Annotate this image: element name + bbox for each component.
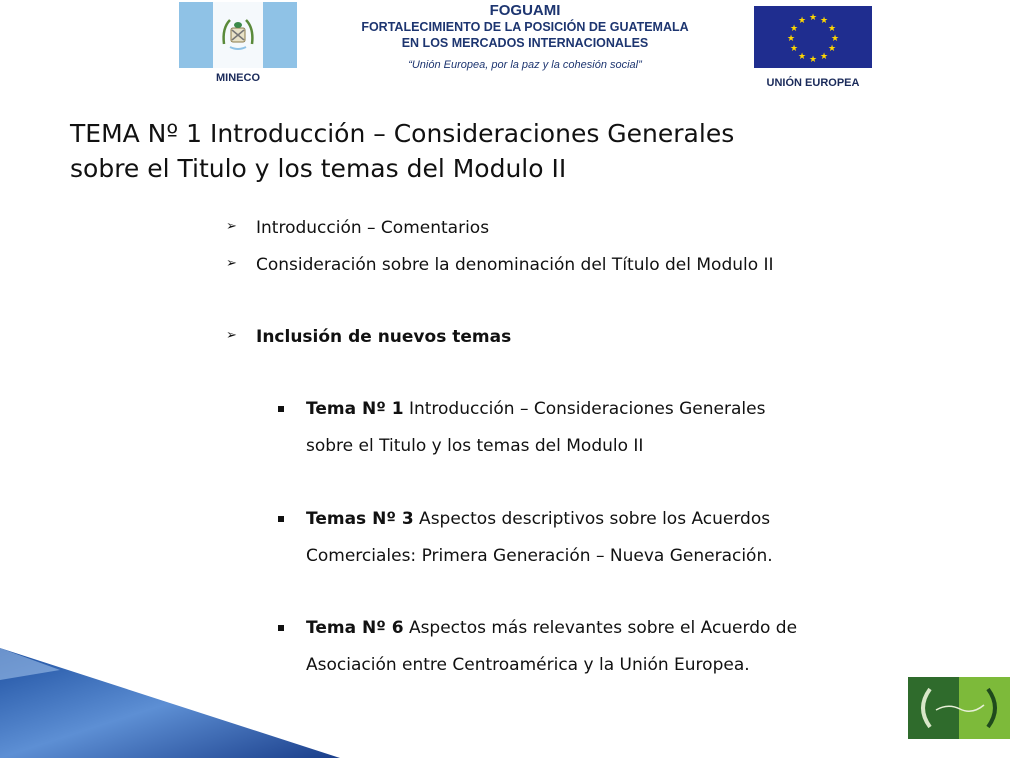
mineco-label: MINECO xyxy=(216,72,260,84)
square-bullet-icon xyxy=(278,625,284,631)
svg-text:★: ★ xyxy=(789,44,799,54)
mineco-logo xyxy=(179,2,297,86)
arrow-bullet-icon: ➢ xyxy=(226,256,237,271)
arrow-bullet-icon: ➢ xyxy=(226,328,237,343)
svg-text:★: ★ xyxy=(797,52,807,62)
sub-item-label: Tema Nº 6 xyxy=(306,618,404,638)
sub-item-label: Tema Nº 1 xyxy=(306,399,404,419)
svg-text:★: ★ xyxy=(827,24,837,34)
sub-item-line-2: sobre el Titulo y los temas del Modulo II xyxy=(306,436,644,456)
svg-text:★: ★ xyxy=(819,16,829,26)
svg-text:★: ★ xyxy=(827,44,837,54)
slide-title xyxy=(70,116,890,186)
svg-text:★: ★ xyxy=(797,16,807,26)
arrow-bullet-icon: ➢ xyxy=(226,219,237,234)
partner-logo xyxy=(908,677,1010,739)
program-line-2: EN LOS MERCADOS INTERNACIONALES xyxy=(401,36,649,50)
svg-text:★: ★ xyxy=(830,34,840,44)
svg-text:★: ★ xyxy=(808,13,818,23)
sub-item-line-2: Comerciales: Primera Generación – Nueva Generación. xyxy=(306,546,773,566)
decorative-swoosh xyxy=(0,640,340,758)
sub-item-text: Aspectos descriptivos sobre los Acuerdos xyxy=(413,509,771,529)
svg-text:★: ★ xyxy=(819,52,829,62)
sub-item-line-1 xyxy=(306,391,906,428)
svg-text:★: ★ xyxy=(786,34,796,44)
flag-stripe-right xyxy=(263,2,297,68)
slide-title-line-1: TEMA Nº 1 Introducción – Consideraciones Generales xyxy=(70,119,735,148)
svg-text:★: ★ xyxy=(789,24,799,34)
bullet-text: Consideración sobre la denominación del Título del Modulo II xyxy=(256,255,774,275)
flag-stripe-left xyxy=(179,2,213,68)
eu-stars-icon xyxy=(754,6,872,68)
svg-text:★: ★ xyxy=(808,55,818,65)
sub-item-line-2: Asociación entre Centroamérica y la Unión Europea. xyxy=(306,655,750,675)
eu-label: UNIÓN EUROPEA xyxy=(766,77,860,89)
sub-item-text: Aspectos más relevantes sobre el Acuerdo de xyxy=(403,618,798,638)
slide-title-line-2: sobre el Titulo y los temas del Modulo II xyxy=(70,154,567,183)
program-name: FOGUAMI xyxy=(489,2,561,19)
coat-of-arms-icon xyxy=(220,14,256,54)
eu-logo xyxy=(754,6,872,90)
square-bullet-icon xyxy=(278,406,284,412)
bullet-text: Introducción – Comentarios xyxy=(256,218,490,238)
eu-flag xyxy=(754,6,872,68)
sub-item-text: Introducción – Consideraciones Generales xyxy=(403,399,766,419)
sub-item-label: Temas Nº 3 xyxy=(306,509,414,529)
bullet-text: Inclusión de nuevos temas xyxy=(256,327,512,347)
square-bullet-icon xyxy=(278,516,284,522)
program-line-1: FORTALECIMIENTO DE LA POSICIÓN DE GUATEMALA xyxy=(361,20,689,34)
program-slogan: “Unión Europea, por la paz y la cohesión social” xyxy=(408,59,642,71)
sub-item-line-1 xyxy=(306,501,906,538)
program-heading xyxy=(300,2,750,73)
sub-item-line-1 xyxy=(306,610,906,647)
